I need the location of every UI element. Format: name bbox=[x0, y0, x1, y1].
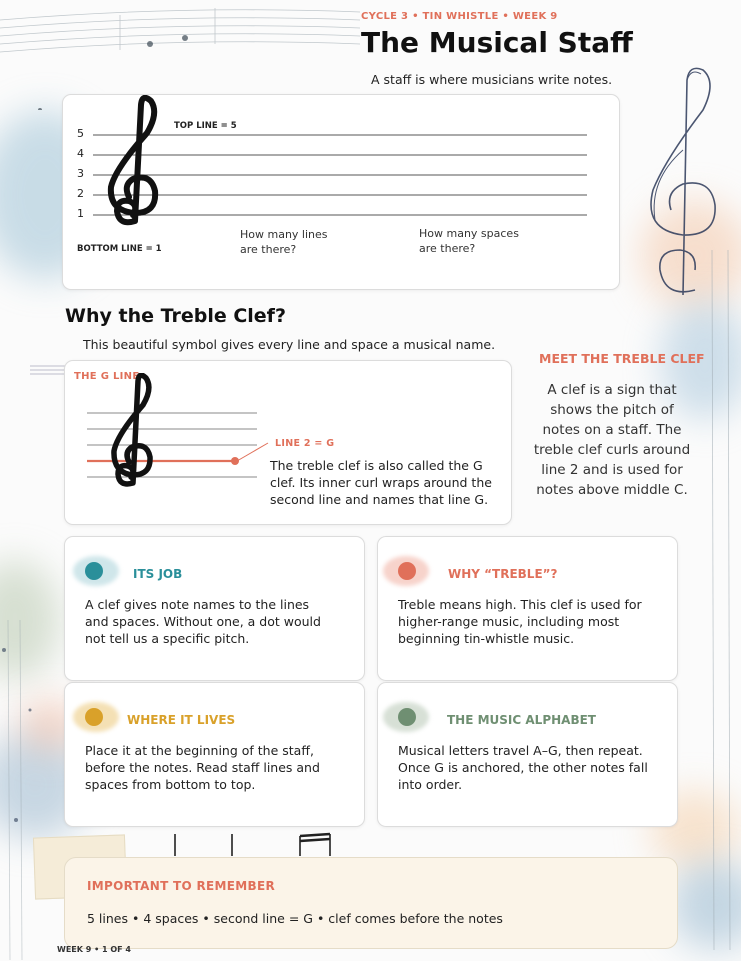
line-number-3: 3 bbox=[77, 167, 84, 180]
why-heading: Why the Treble Clef? bbox=[65, 305, 286, 327]
footer-page-label: WEEK 9 • 1 OF 4 bbox=[57, 945, 131, 954]
feature-body-line-1: Place it at the beginning of the staff, bbox=[85, 743, 314, 758]
g-line-label: THE G LINE bbox=[74, 371, 140, 382]
decorative-note-stems bbox=[170, 830, 340, 860]
g-line-card bbox=[64, 360, 512, 525]
feature-body-line-1: A clef gives note names to the lines bbox=[85, 597, 310, 612]
decorative-staff-right bbox=[700, 250, 741, 950]
feature-body-line-2: and spaces. Without one, a dot would bbox=[85, 614, 321, 629]
feature-body bbox=[398, 596, 642, 647]
question-spaces bbox=[419, 226, 519, 256]
feature-title: THE MUSIC ALPHABET bbox=[447, 713, 596, 727]
feature-body bbox=[85, 742, 320, 793]
question-spaces-line2: are there? bbox=[419, 242, 476, 255]
feature-body-line-3: spaces from bottom to top. bbox=[85, 777, 256, 792]
g-line-desc-1: The treble clef is also called the G bbox=[270, 458, 483, 473]
g-line-desc-3: second line and names that line G. bbox=[270, 492, 489, 507]
line-number-5: 5 bbox=[77, 127, 84, 140]
feature-body-line-2: higher-range music, including most bbox=[398, 614, 620, 629]
feature-title: WHERE IT LIVES bbox=[127, 713, 236, 727]
meet-clef-line-6: notes above middle C. bbox=[536, 482, 688, 498]
staff-card bbox=[62, 94, 620, 290]
feature-body-line-3: not tell us a specific pitch. bbox=[85, 631, 250, 646]
question-spaces-line1: How many spaces bbox=[419, 227, 519, 240]
top-line-label: TOP LINE = 5 bbox=[174, 121, 237, 131]
feature-card-music-alphabet bbox=[377, 682, 678, 827]
feature-card-why-treble bbox=[377, 536, 678, 681]
feature-title: ITS JOB bbox=[133, 567, 183, 581]
feature-body-line-3: beginning tin-whistle music. bbox=[398, 631, 575, 646]
meet-clef-line-4: treble clef curls around bbox=[533, 442, 691, 458]
page-title: The Musical Staff bbox=[361, 26, 633, 59]
feature-body-line-1: Musical letters travel A–G, then repeat. bbox=[398, 743, 643, 758]
feature-title: WHY “TREBLE”? bbox=[448, 567, 558, 581]
feature-body-line-1: Treble means high. This clef is used for bbox=[398, 597, 642, 612]
line-number-2: 2 bbox=[77, 187, 84, 200]
g-clef-icon bbox=[105, 373, 161, 491]
feature-card-where-it-lives bbox=[64, 682, 365, 827]
remember-box bbox=[64, 857, 678, 949]
feature-body-line-2: Once G is anchored, the other notes fall bbox=[398, 760, 648, 775]
meet-clef-body bbox=[523, 380, 701, 500]
feature-body bbox=[85, 596, 321, 647]
line2-label: LINE 2 = G bbox=[275, 438, 335, 449]
meet-clef-line-3: notes on a staff. The bbox=[542, 422, 682, 438]
meet-clef-title: MEET THE TREBLE CLEF bbox=[539, 351, 705, 366]
feature-body-line-3: into order. bbox=[398, 777, 463, 792]
feature-card-its-job bbox=[64, 536, 365, 681]
g-line-desc-2: clef. Its inner curl wraps around the bbox=[270, 475, 492, 490]
page-subtitle: A staff is where musicians write notes. bbox=[371, 72, 613, 87]
meet-clef-line-5: line 2 and is used for bbox=[541, 462, 683, 478]
feature-body bbox=[398, 742, 648, 793]
question-lines bbox=[240, 227, 328, 257]
line-number-4: 4 bbox=[77, 147, 84, 160]
question-lines-line1: How many lines bbox=[240, 228, 328, 241]
feature-body-line-2: before the notes. Read staff lines and bbox=[85, 760, 320, 775]
why-intro: This beautiful symbol gives every line and space a musical name. bbox=[83, 337, 496, 352]
line-number-1: 1 bbox=[77, 207, 84, 220]
bottom-line-label: BOTTOM LINE = 1 bbox=[77, 244, 162, 254]
remember-text: 5 lines • 4 spaces • second line = G • clef comes before the notes bbox=[87, 911, 503, 926]
meet-clef-line-2: shows the pitch of bbox=[550, 402, 674, 418]
decorative-staff-left-bottom bbox=[0, 620, 40, 960]
question-lines-line2: are there? bbox=[240, 243, 297, 256]
feature-dot-icon bbox=[85, 562, 103, 580]
meet-clef-line-1: A clef is a sign that bbox=[547, 382, 677, 398]
feature-dot-icon bbox=[398, 708, 416, 726]
page-kicker: CYCLE 3 • TIN WHISTLE • WEEK 9 bbox=[361, 11, 558, 22]
remember-title: IMPORTANT TO REMEMBER bbox=[87, 879, 276, 893]
feature-dot-icon bbox=[85, 708, 103, 726]
g-line-description bbox=[270, 457, 492, 508]
treble-clef-icon bbox=[99, 95, 169, 231]
feature-dot-icon bbox=[398, 562, 416, 580]
